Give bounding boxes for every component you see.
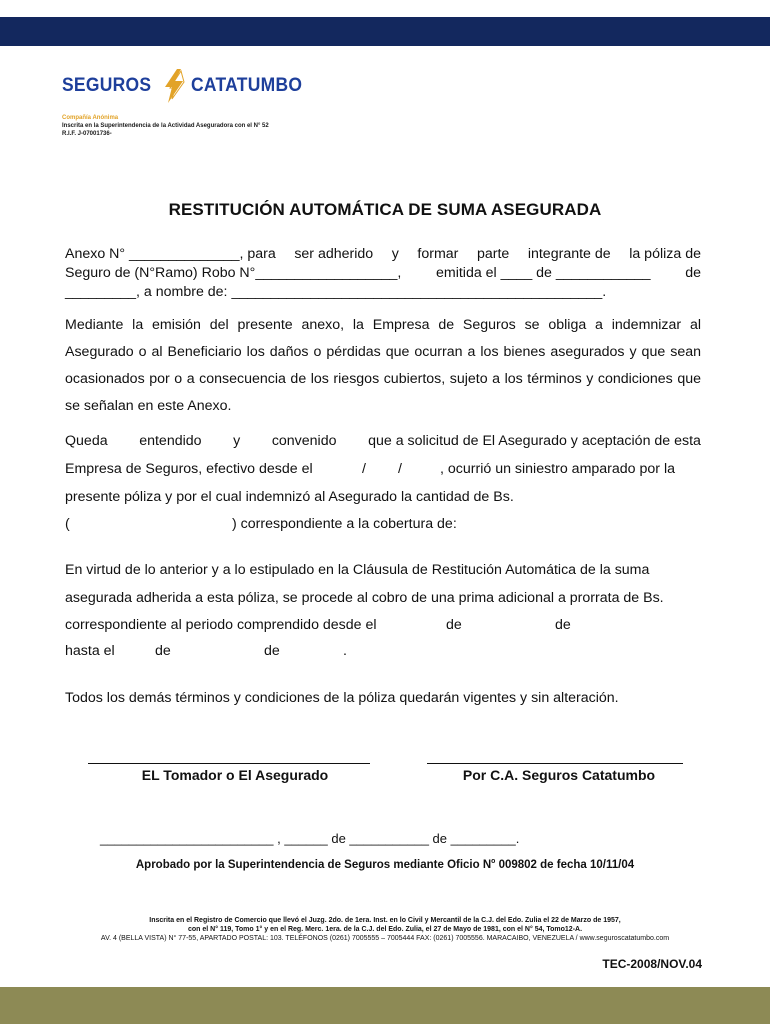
intro-fragment: y	[391, 246, 399, 262]
para2-fragment: que a solicitud de El Asegurado y aceptación de esta	[368, 433, 701, 449]
para2-fragment: convenido	[271, 433, 337, 449]
para2-line-3: presente póliza y por el cual indemnizó al Asegurado la cantidad de Bs.	[65, 489, 514, 505]
footer-legal	[0, 916, 770, 943]
date-slash: /	[398, 461, 402, 477]
intro-fragment: integrante de	[527, 246, 611, 262]
company-type: Compañía Anónima	[62, 115, 119, 121]
para2-fragment: y	[233, 433, 241, 449]
signature-label-insured: EL Tomador o El Asegurado	[141, 767, 329, 783]
footer-line-1: Inscrita en el Registro de Comercio que llevó el Juzg. 2do. de 1era. Inst. en lo Civil y Mercantil de la C.J. del Edo. Zulia el 22 de Marzo de 1957,	[149, 917, 621, 924]
bottom-color-bar	[0, 987, 770, 1024]
para3-fragment: hasta el	[65, 643, 115, 659]
lightning-bolt-icon	[161, 69, 187, 103]
date-slash: /	[362, 461, 366, 477]
para3-line-4	[65, 643, 701, 659]
para2-fragment: entendido	[139, 433, 202, 449]
company-registration: Inscrita en la Superintendencia de la Actividad Aseguradora con el N° 52	[62, 123, 269, 129]
approval-note	[0, 858, 770, 871]
footer-line-2: con el N° 119, Tomo 1° y en el Reg. Merc. 1era. de la C.J. del Edo. Zulia, el 27 de Mayo de 1981, con el N° 54, Tomo12-A.	[187, 926, 583, 933]
para3-fragment: correspondiente al periodo comprendido desde el	[65, 617, 377, 633]
company-rif: R.I.F. J-07001736-	[62, 131, 112, 137]
intro-line-1	[65, 246, 701, 262]
para3-line-1: En virtud de lo anterior y a lo estipulado en la Cláusula de Restitución Automática de la suma	[65, 562, 650, 578]
signature-line-left	[88, 763, 370, 764]
para2-line-2	[65, 461, 701, 477]
approval-rest: 009802 de fecha 10/11/04	[495, 858, 635, 871]
company-logo	[62, 68, 312, 104]
top-color-bar	[0, 17, 770, 46]
signature-label-company: Por C.A. Seguros Catatumbo	[462, 767, 656, 783]
para2-fragment: ) correspondiente a la cobertura de:	[232, 516, 457, 532]
footer-address: AV. 4 (BELLA VISTA) N° 77-55, APARTADO POSTAL: 103. TELÉFONOS (0261) 7005555 – 7005444 FAX: (0261) 7005556. MARACAIBO, VENEZUELA / www.seguroscatatumbo.com	[100, 935, 670, 942]
document-code: TEC-2008/NOV.04	[602, 957, 702, 971]
para3-fragment: .	[343, 643, 347, 659]
para3-fragment: de	[446, 617, 462, 633]
intro-fragment: formar	[417, 246, 459, 262]
intro-line-3: _________, a nombre de: _______________________________________________.	[65, 284, 607, 300]
date-place-line: ________________________ , ______ de ___________ de _________.	[100, 831, 520, 846]
company-info	[62, 114, 269, 138]
paren-open: (	[65, 516, 70, 532]
paragraph-indemnity: Mediante la emisión del presente anexo, la Empresa de Seguros se obliga a indemnizar al Asegurado o al Beneficiario los daños o pérdidas que ocurran a los bienes asegurados y que sean ocasionados por o a consecuencia de los riesgos cubiertos, sujeto a los términos y condiciones que se señalan en este Anexo.	[65, 317, 701, 414]
para3-fragment: de	[264, 643, 280, 659]
para3-fragment: de	[555, 617, 571, 633]
para3-line-3	[65, 617, 701, 633]
intro-fragment: emitida el ____ de ____________	[435, 265, 651, 281]
paragraph-other-terms: Todos los demás términos y condiciones de la póliza quedarán vigentes y sin alteración.	[65, 690, 619, 706]
intro-fragment: ser adherido	[294, 246, 374, 262]
approval-sup: o	[491, 858, 496, 865]
intro-fragment: parte	[476, 246, 510, 262]
para3-fragment: de	[155, 643, 171, 659]
logo-brand-left: SEGUROS	[62, 75, 152, 96]
para2-fragment: Queda	[65, 433, 108, 449]
para2-line-1	[65, 433, 701, 449]
intro-fragment: la póliza de	[629, 246, 701, 262]
approval-text: Aprobado por la Superintendencia de Seguros mediante Oficio N	[135, 858, 492, 871]
para2-line-4	[65, 516, 701, 532]
signature-line-right	[427, 763, 683, 764]
para3-line-2: asegurada adherida a esta póliza, se procede al cobro de una prima adicional a prorrata de Bs.	[65, 590, 664, 606]
intro-fragment: Seguro de (N°Ramo) Robo N°__________________,	[65, 265, 402, 281]
para2-fragment: Empresa de Seguros, efectivo desde el	[65, 461, 313, 477]
logo-brand-right: CATATUMBO	[191, 75, 303, 96]
document-title: RESTITUCIÓN AUTOMÁTICA DE SUMA ASEGURADA	[168, 200, 602, 219]
intro-fragment: Anexo N° ______________, para	[65, 246, 276, 262]
para2-fragment: , ocurrió un siniestro amparado por la	[440, 461, 676, 477]
intro-fragment: de	[685, 265, 701, 281]
intro-line-2	[65, 265, 701, 281]
